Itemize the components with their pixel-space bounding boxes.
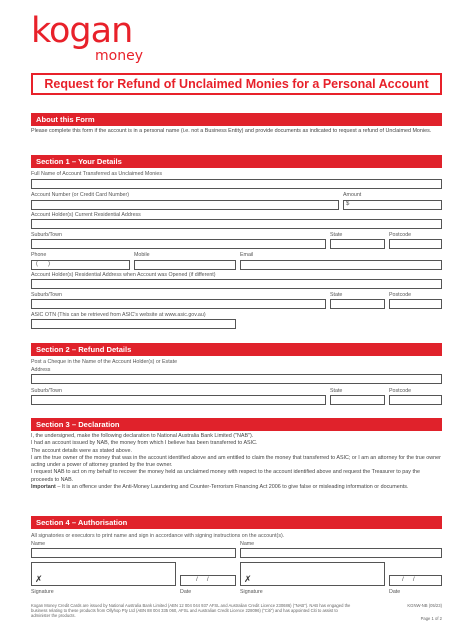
form-title: Request for Refund of Unclaimed Monies for a Personal Account: [31, 73, 442, 95]
signature1-field[interactable]: [31, 562, 176, 586]
refund-postcode-field[interactable]: [389, 395, 442, 405]
refund-address-field[interactable]: [31, 374, 442, 384]
important-text: – It is an offence under the Anti-Money Laundering and Counter-Terrorism Financing Act 2006 to give false or misleading information or documents.: [55, 484, 409, 491]
phone-label: Phone: [31, 252, 47, 258]
refund-suburb-field[interactable]: [31, 395, 326, 405]
declaration-line-4: I am the true owner of the money that was in the account identified above and am entitled to claim the money that transferred to ASIC; or I am an attorney for the true owner acting under a power of attorney granted by the true owner.: [31, 454, 441, 469]
authorisation-intro: All signatories or executors to print name and sign in accordance with signing instructions on the account(s).: [31, 533, 285, 539]
money-logo-text: money: [95, 48, 143, 64]
suburb2-field[interactable]: [31, 299, 326, 309]
amount-label: Amount: [343, 192, 362, 198]
name1-field[interactable]: [31, 548, 236, 558]
section4-heading: Section 4 – Authorisation: [31, 516, 442, 529]
date2-label: Date: [389, 589, 401, 595]
suburb-field[interactable]: [31, 239, 326, 249]
signature2-field[interactable]: [240, 562, 385, 586]
postcode-field[interactable]: [389, 239, 442, 249]
refund-address-label: Address: [31, 367, 51, 373]
important-label: Important: [31, 484, 56, 491]
state2-field[interactable]: [330, 299, 385, 309]
signature1-mark: ✗: [35, 574, 43, 584]
section2-heading: Section 2 – Refund Details: [31, 343, 442, 356]
email-label: Email: [240, 252, 254, 258]
section3-heading: Section 3 – Declaration: [31, 418, 442, 431]
declaration-line-2: I had an account issued by NAB, the money from which I believe has been transferred to ASIC.: [31, 440, 258, 447]
name2-label: Name: [240, 541, 255, 547]
declaration-line-1: I, the undersigned, make the following declaration to National Australia Bank Limited ("NAB").: [31, 433, 254, 439]
footer-legal-text: Kogan Money Credit Cards are issued by National Australia Bank Limited (ABN 12 004 044 937 AFSL and Australian Credit Licence 230686) ("NAB"). NAB has engaged the business relating to these products from Ollyhop Pty Ltd (ABN 88 004 335 060, AFSL and Australian Credit Licence 228096) ("Citi") and has appointed Citi to assist to administer the products.: [31, 603, 351, 618]
previous-address-label: Account Holder(s) Residential Address when Account was Opened (if different): [31, 272, 216, 278]
footer-form-code: KGNW-NB (05/23): [407, 603, 442, 608]
account-number-label: Account Number (or Credit Card Number): [31, 192, 130, 198]
declaration-line-5: I request NAB to act on my behalf to recover the money held as unclaimed money with respect to the account identified above and request the Treasurer to pay the proceeds to NAB.: [31, 469, 420, 483]
mobile-field[interactable]: [134, 260, 236, 270]
full-name-label: Full Name of Account Transferred as Unclaimed Monies: [31, 171, 163, 177]
refund-state-label: State: [330, 388, 343, 394]
postcode-label: Postcode: [389, 232, 412, 238]
footer-page-number: Page 1 of 2: [420, 616, 442, 621]
amount-field[interactable]: [343, 200, 442, 210]
refund-state-field[interactable]: [330, 395, 385, 405]
declaration-text: [31, 433, 442, 491]
cheque-intro: Post a Cheque in the Name of the Account Holder(s) or Estate: [31, 359, 178, 365]
email-field[interactable]: [240, 260, 442, 270]
refund-suburb-label: Suburb/Town: [31, 388, 62, 394]
signature2-label: Signature: [240, 589, 263, 595]
about-text: Please complete this form if the account is in a personal name (i.e. not a Business Entity) and provide documents as indicated to request a refund of Unclaimed Monies.: [31, 128, 432, 134]
name2-field[interactable]: [240, 548, 442, 558]
amount-prefix: $: [346, 201, 350, 207]
kogan-logo: kogan: [31, 11, 133, 51]
date1-label: Date: [180, 589, 192, 595]
state2-label: State: [330, 292, 343, 298]
section1-heading: Section 1 – Your Details: [31, 155, 442, 168]
signature1-label: Signature: [31, 589, 54, 595]
date1-slashes: / /: [196, 576, 209, 583]
state-label: State: [330, 232, 343, 238]
date2-field[interactable]: [389, 575, 442, 586]
phone-area-parens: ( ): [36, 261, 50, 267]
signature2-mark: ✗: [244, 574, 252, 584]
suburb2-label: Suburb/Town: [31, 292, 62, 298]
declaration-important: [31, 484, 442, 491]
date2-slashes: / /: [402, 576, 415, 583]
full-name-field[interactable]: [31, 179, 442, 189]
suburb-label: Suburb/Town: [31, 232, 62, 238]
postcode2-field[interactable]: [389, 299, 442, 309]
asic-otn-label: ASIC OTN (This can be retrieved from ASIC's website at www.asic.gov.au): [31, 312, 206, 318]
postcode2-label: Postcode: [389, 292, 412, 298]
current-address-field[interactable]: [31, 219, 442, 229]
current-address-label: Account Holder(s) Current Residential Address: [31, 212, 141, 218]
mobile-label: Mobile: [134, 252, 150, 258]
previous-address-field[interactable]: [31, 279, 442, 289]
refund-postcode-label: Postcode: [389, 388, 412, 394]
declaration-line-3: The account details were as stated above.: [31, 447, 132, 454]
state-field[interactable]: [330, 239, 385, 249]
account-number-field[interactable]: [31, 200, 339, 210]
name1-label: Name: [31, 541, 46, 547]
about-heading: About this Form: [31, 113, 442, 126]
asic-otn-field[interactable]: [31, 319, 236, 329]
